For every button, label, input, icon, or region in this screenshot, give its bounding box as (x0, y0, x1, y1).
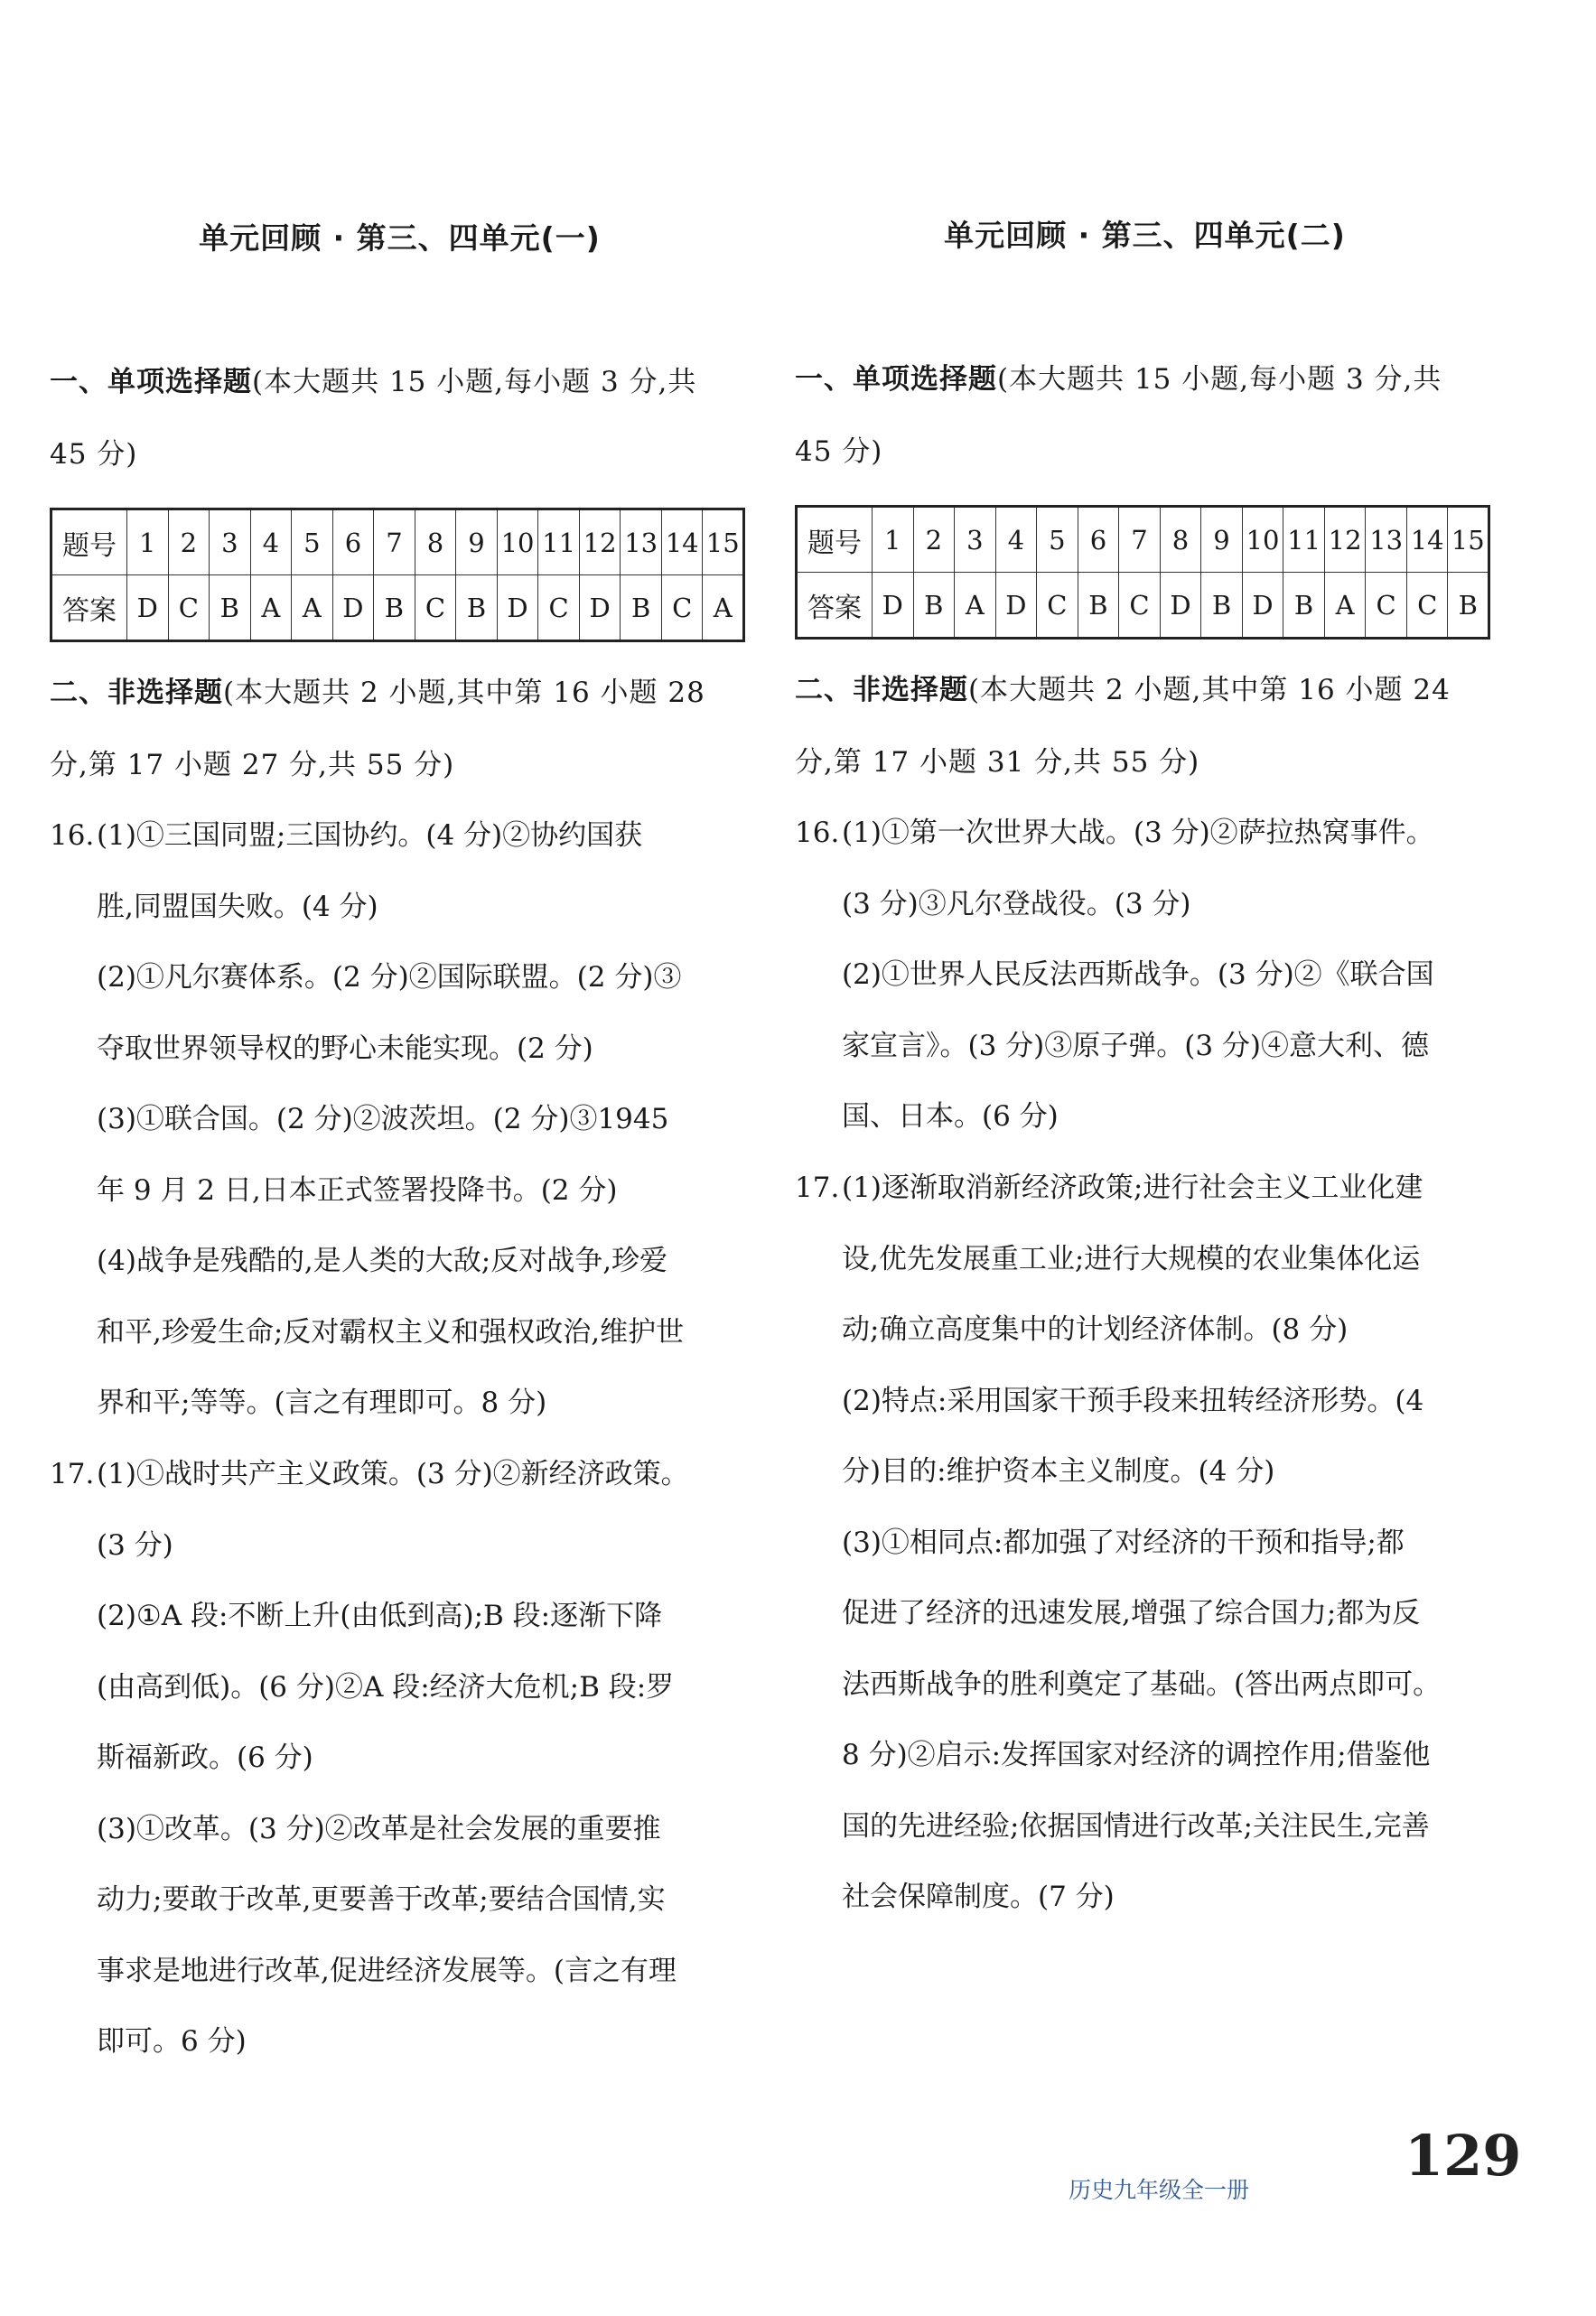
table-cell: D (873, 573, 914, 639)
table-cell: A (292, 575, 333, 641)
question-number: 16. (795, 817, 840, 849)
table-cell: 15 (703, 509, 744, 575)
table-cell: 1 (873, 507, 914, 573)
answer-line: (3 分) (97, 1528, 173, 1562)
table-cell: 15 (1448, 507, 1489, 573)
table-cell: 2 (168, 509, 210, 575)
table-cell: B (1078, 573, 1119, 639)
table-header-answer: 答案 (51, 575, 127, 641)
table-row-numbers (797, 507, 1489, 573)
table-cell: A (250, 575, 292, 641)
table-cell: D (1242, 573, 1283, 639)
table-cell: C (538, 575, 580, 641)
answer-line: 动;确立高度集中的计划经济体制。(8 分) (842, 1313, 1349, 1346)
answer-line: (2)①A 段:不断上升(由低到高);B 段:逐渐下降 (97, 1600, 663, 1632)
answer-line: 国、日本。(6 分) (842, 1100, 1059, 1133)
section2-label-right: 二、非选择题 (795, 674, 968, 706)
table-cell: B (456, 575, 498, 641)
table-cell: C (1406, 573, 1448, 639)
answer-line: 国的先进经验;依据国情进行改革;关注民生,完善 (842, 1809, 1430, 1843)
table-cell: 3 (210, 509, 251, 575)
answer-line: 家宣言》。(3 分)③原子弹。(3 分)④意大利、德 (842, 1029, 1430, 1062)
table-cell: 7 (1119, 507, 1161, 573)
table-cell: 2 (913, 507, 955, 573)
section1-label-left: 一、单项选择题 (50, 366, 252, 398)
section2-desc-left: (本大题共 2 小题,其中第 16 小题 28 (223, 677, 705, 709)
table-cell: A (703, 575, 744, 641)
answer-line: 和平,珍爱生命;反对霸权主义和强权政治,维护世 (97, 1315, 685, 1349)
table-cell: A (1324, 573, 1366, 639)
table-cell: 9 (1201, 507, 1243, 573)
answer-line: 即可。6 分) (97, 2025, 247, 2058)
answer-line: (1)①三国同盟;三国协约。(4 分)②协约国获 (97, 819, 643, 852)
table-cell: C (1037, 573, 1078, 639)
table-cell: C (661, 575, 703, 641)
section1-desc-right: (本大题共 15 小题,每小题 3 分,共 (997, 363, 1442, 396)
table-cell: 6 (332, 509, 374, 575)
answer-line: 胜,同盟国失败。(4 分) (97, 890, 378, 923)
question-number: 16. (50, 819, 95, 852)
question-17-right (795, 1153, 1495, 1933)
table-cell: D (1160, 573, 1201, 639)
table-cell: D (579, 575, 621, 641)
table-cell: 1 (127, 509, 169, 575)
table-row-answers (797, 573, 1489, 639)
table-cell: A (955, 573, 996, 639)
unit-title-right: 单元回顾 · 第三、四单元(二) (944, 218, 1346, 253)
table-cell: 7 (374, 509, 415, 575)
table-cell: C (1119, 573, 1161, 639)
question-number: 17. (50, 1458, 95, 1490)
question-17-left (50, 1439, 750, 2078)
answer-line: 分)目的:维护资本主义制度。(4 分) (842, 1455, 1275, 1488)
answer-line: 斯福新政。(6 分) (97, 1742, 313, 1774)
table-cell: 4 (250, 509, 292, 575)
table-cell: 9 (456, 509, 498, 575)
table-cell: 10 (497, 509, 538, 575)
table-cell: D (995, 573, 1037, 639)
answer-line: 年 9 月 2 日,日本正式签署投降书。(2 分) (97, 1173, 618, 1207)
answer-line: (1)逐渐取消新经济政策;进行社会主义工业化建 (842, 1172, 1423, 1204)
table-cell: C (415, 575, 456, 641)
section1-label-right: 一、单项选择题 (795, 363, 997, 396)
table-cell: B (374, 575, 415, 641)
answer-line: (1)①战时共产主义政策。(3 分)②新经济政策。 (97, 1458, 689, 1490)
table-cell: 5 (1037, 507, 1078, 573)
table-cell: 8 (415, 509, 456, 575)
answer-table-left (50, 508, 745, 642)
section1-heading-left (50, 346, 750, 490)
table-cell: 12 (579, 509, 621, 575)
section1-desc-left: (本大题共 15 小题,每小题 3 分,共 (252, 366, 697, 398)
table-cell: 13 (1366, 507, 1407, 573)
section2-desc-right: (本大题共 2 小题,其中第 16 小题 24 (968, 674, 1451, 706)
answer-line: (3)①联合国。(2 分)②波茨坦。(2 分)③1945 (97, 1103, 669, 1135)
answer-line: (4)战争是残酷的,是人类的大敌;反对战争,珍爱 (97, 1245, 668, 1277)
page-number: 129 (1405, 2123, 1522, 2189)
section2-desc-line2-left: 分,第 17 小题 27 分,共 55 分) (50, 749, 455, 781)
section1-desc-line2-left: 45 分) (50, 438, 138, 471)
answer-line: (3 分)③凡尔登战役。(3 分) (842, 887, 1191, 920)
table-cell: D (497, 575, 538, 641)
table-cell: B (621, 575, 662, 641)
answer-line: (2)特点:采用国家干预手段来扭转经济形势。(4 (842, 1384, 1424, 1417)
table-row-answers (51, 575, 744, 641)
answer-line: 夺取世界领导权的野心未能实现。(2 分) (97, 1032, 593, 1065)
section2-label-left: 二、非选择题 (50, 677, 223, 709)
section2-heading-left (50, 657, 750, 801)
question-16-left (50, 800, 750, 1439)
answer-line: (3)①相同点:都加强了对经济的干预和指导;都 (842, 1526, 1405, 1559)
table-cell: 6 (1078, 507, 1119, 573)
answer-line: (2)①世界人民反法西斯战争。(3 分)②《联合国 (842, 958, 1434, 991)
table-cell: B (913, 573, 955, 639)
table-cell: B (1283, 573, 1325, 639)
answer-line: 事求是地进行改革,促进经济发展等。(言之有理 (97, 1954, 677, 1987)
answer-line: 法西斯战争的胜利奠定了基础。(答出两点即可。 (842, 1667, 1442, 1701)
section2-desc-line2-right: 分,第 17 小题 31 分,共 55 分) (795, 746, 1200, 779)
table-cell: 12 (1324, 507, 1366, 573)
answer-line: (1)①第一次世界大战。(3 分)②萨拉热窝事件。 (842, 817, 1434, 849)
section1-desc-line2-right: 45 分) (795, 435, 883, 468)
table-cell: D (127, 575, 169, 641)
table-cell: 4 (995, 507, 1037, 573)
table-cell: 11 (1283, 507, 1325, 573)
table-cell: B (210, 575, 251, 641)
book-title-footer: 历史九年级全一册 (1069, 2177, 1250, 2203)
table-cell: 10 (1242, 507, 1283, 573)
table-header-number: 题号 (51, 509, 127, 575)
table-header-answer: 答案 (797, 573, 873, 639)
answer-table-right (795, 505, 1490, 640)
table-cell: 14 (661, 509, 703, 575)
answer-line: (由高到低)。(6 分)②A 段:经济大危机;B 段:罗 (97, 1670, 675, 1704)
question-number: 17. (795, 1172, 840, 1204)
table-cell: 11 (538, 509, 580, 575)
table-cell: C (168, 575, 210, 641)
answer-line: (3)①改革。(3 分)②改革是社会发展的重要推 (97, 1812, 661, 1845)
answer-line: 促进了经济的迅速发展,增强了综合国力;都为反 (842, 1597, 1421, 1630)
answer-line: 设,优先发展重工业;进行大规模的农业集体化运 (842, 1242, 1421, 1275)
table-header-number: 题号 (797, 507, 873, 573)
table-cell: B (1201, 573, 1243, 639)
question-16-right (795, 798, 1495, 1153)
section1-heading-right (795, 343, 1495, 488)
answer-line: 界和平;等等。(言之有理即可。8 分) (97, 1387, 547, 1419)
unit-title-left: 单元回顾 · 第三、四单元(一) (199, 220, 601, 256)
table-cell: 5 (292, 509, 333, 575)
section2-heading-right (795, 654, 1495, 798)
table-cell: 14 (1406, 507, 1448, 573)
answer-line: 8 分)②启示:发挥国家对经济的调控作用;借鉴他 (842, 1739, 1431, 1771)
table-cell: D (332, 575, 374, 641)
table-cell: B (1448, 573, 1489, 639)
table-cell: 3 (955, 507, 996, 573)
table-cell: 8 (1160, 507, 1201, 573)
answer-line: (2)①凡尔赛体系。(2 分)②国际联盟。(2 分)③ (97, 961, 682, 994)
table-cell: C (1366, 573, 1407, 639)
answer-line: 动力;要敢于改革,更要善于改革;要结合国情,实 (97, 1883, 666, 1916)
table-row-numbers (51, 509, 744, 575)
table-cell: 13 (621, 509, 662, 575)
answer-line: 社会保障制度。(7 分) (842, 1881, 1115, 1913)
